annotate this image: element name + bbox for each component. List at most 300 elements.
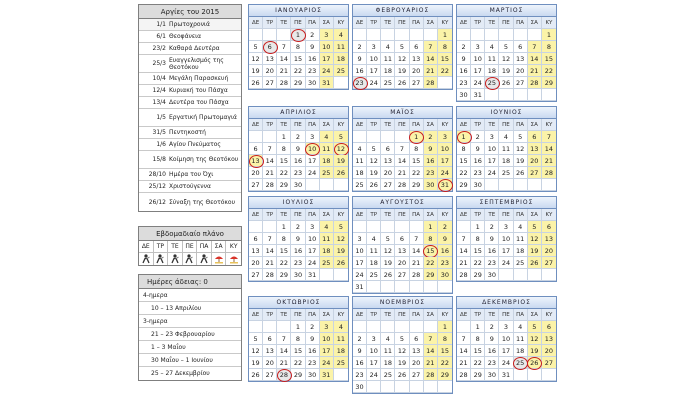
day-cell[interactable]: 19 [528,245,542,257]
day-cell[interactable]: 12 [334,233,348,245]
day-cell[interactable]: 15 [471,245,485,257]
day-cell[interactable]: 4 [353,143,367,155]
day-cell[interactable]: 24 [485,167,499,179]
day-cell[interactable]: 5 [334,221,348,233]
holiday-row[interactable] [139,19,241,31]
day-cell[interactable]: 14 [410,245,424,257]
day-cell[interactable]: 5 [499,41,513,53]
day-cell[interactable]: 3 [438,131,452,143]
leisure-icon[interactable] [212,253,227,265]
day-cell[interactable]: 9 [485,233,499,245]
worker-icon[interactable] [168,253,183,265]
day-cell[interactable]: 25 [320,167,334,179]
day-cell[interactable]: 11 [334,333,348,345]
day-cell[interactable]: 20 [542,245,556,257]
day-cell[interactable]: 4 [334,29,348,41]
leave-period[interactable]: 1 – 3 Μαΐου [139,341,241,354]
day-cell[interactable]: 17 [320,53,334,65]
day-cell[interactable]: 25 [499,167,513,179]
day-cell[interactable]: 7 [424,41,438,53]
day-cell[interactable]: 24 [320,357,334,369]
holiday-row[interactable] [139,151,241,169]
day-cell[interactable]: 6 [542,221,556,233]
day-cell[interactable]: 3 [353,233,367,245]
day-cell[interactable]: 4 [334,321,348,333]
day-cell[interactable]: 19 [367,167,381,179]
worker-icon[interactable] [183,253,198,265]
day-cell[interactable]: 6 [410,333,424,345]
day-cell[interactable]: 22 [438,357,452,369]
day-cell[interactable]: 1 [438,29,452,41]
day-cell[interactable]: 4 [485,41,499,53]
day-cell[interactable]: 13 [542,233,556,245]
day-cell[interactable]: 16 [457,65,471,77]
day-cell[interactable]: 7 [457,233,471,245]
day-cell[interactable]: 20 [395,257,409,269]
day-cell[interactable]: 26 [381,269,395,281]
leave-category[interactable]: 3-ημερα [139,315,241,328]
day-cell[interactable]: 1 [471,221,485,233]
day-cell[interactable]: 18 [334,345,348,357]
day-cell[interactable]: 9 [353,345,367,357]
day-cell[interactable]: 24 [353,269,367,281]
day-cell[interactable]: 1 [410,131,424,143]
day-cell[interactable]: 17 [499,345,513,357]
day-cell[interactable]: 11 [320,233,334,245]
day-cell[interactable]: 27 [249,179,263,191]
day-cell[interactable]: 27 [381,179,395,191]
day-cell[interactable]: 20 [410,65,424,77]
day-cell[interactable]: 23 [424,167,438,179]
day-cell[interactable]: 14 [395,155,409,167]
day-cell[interactable]: 29 [471,269,485,281]
day-cell[interactable]: 12 [395,53,409,65]
day-cell[interactable]: 16 [471,155,485,167]
day-cell[interactable]: 10 [499,233,513,245]
day-cell[interactable]: 28 [542,167,556,179]
day-cell[interactable]: 24 [499,257,513,269]
day-cell[interactable]: 6 [263,41,277,53]
day-cell[interactable]: 27 [528,167,542,179]
leave-category[interactable]: 4-ημερα [139,289,241,302]
day-cell[interactable]: 2 [424,131,438,143]
day-cell[interactable]: 25 [381,369,395,381]
day-cell[interactable]: 21 [263,167,277,179]
day-cell[interactable]: 25 [334,65,348,77]
day-cell[interactable]: 2 [291,221,305,233]
day-cell[interactable]: 17 [320,345,334,357]
day-cell[interactable]: 8 [471,333,485,345]
day-cell[interactable]: 13 [263,53,277,65]
day-cell[interactable]: 20 [263,357,277,369]
day-cell[interactable]: 11 [353,155,367,167]
day-cell[interactable]: 12 [395,345,409,357]
day-cell[interactable]: 5 [514,131,528,143]
day-cell[interactable]: 29 [457,179,471,191]
day-cell[interactable]: 21 [542,155,556,167]
day-cell[interactable]: 1 [438,321,452,333]
day-cell[interactable]: 21 [424,65,438,77]
day-cell[interactable]: 2 [353,41,367,53]
day-cell[interactable]: 15 [471,345,485,357]
day-cell[interactable]: 28 [424,77,438,89]
day-cell[interactable]: 13 [542,333,556,345]
day-cell[interactable]: 29 [277,269,291,281]
day-cell[interactable]: 17 [367,65,381,77]
holiday-row[interactable] [139,109,241,127]
leisure-icon[interactable] [226,253,241,265]
day-cell[interactable]: 23 [485,357,499,369]
day-cell[interactable]: 1 [277,221,291,233]
day-cell[interactable]: 7 [263,233,277,245]
day-cell[interactable]: 4 [320,221,334,233]
day-cell[interactable]: 31 [438,179,452,191]
day-cell[interactable]: 30 [485,269,499,281]
day-cell[interactable]: 21 [277,357,291,369]
day-cell[interactable]: 3 [367,41,381,53]
day-cell[interactable]: 16 [353,65,367,77]
day-cell[interactable]: 14 [424,53,438,65]
day-cell[interactable]: 18 [334,53,348,65]
day-cell[interactable]: 29 [438,369,452,381]
day-cell[interactable]: 16 [438,245,452,257]
day-cell[interactable]: 20 [249,167,263,179]
day-cell[interactable]: 26 [249,77,263,89]
day-cell[interactable]: 15 [291,345,305,357]
day-cell[interactable]: 14 [277,345,291,357]
day-cell[interactable]: 2 [353,333,367,345]
day-cell[interactable]: 3 [320,29,334,41]
day-cell[interactable]: 28 [395,179,409,191]
day-cell[interactable]: 9 [485,333,499,345]
day-cell[interactable]: 17 [438,155,452,167]
day-cell[interactable]: 6 [249,233,263,245]
day-cell[interactable]: 29 [291,77,305,89]
day-cell[interactable]: 23 [306,65,320,77]
day-cell[interactable]: 11 [381,53,395,65]
day-cell[interactable]: 18 [514,345,528,357]
day-cell[interactable]: 18 [485,65,499,77]
day-cell[interactable]: 22 [291,65,305,77]
day-cell[interactable]: 6 [381,143,395,155]
holiday-row[interactable] [139,139,241,151]
day-cell[interactable]: 18 [367,257,381,269]
day-cell[interactable]: 10 [485,143,499,155]
day-cell[interactable]: 21 [395,167,409,179]
day-cell[interactable]: 4 [367,233,381,245]
day-cell[interactable]: 22 [471,357,485,369]
day-cell[interactable]: 21 [263,257,277,269]
day-cell[interactable]: 19 [395,357,409,369]
day-cell[interactable]: 27 [410,369,424,381]
day-cell[interactable]: 13 [410,345,424,357]
day-cell[interactable]: 22 [457,167,471,179]
day-cell[interactable]: 2 [485,221,499,233]
day-cell[interactable]: 8 [424,233,438,245]
day-cell[interactable]: 20 [263,65,277,77]
day-cell[interactable]: 11 [485,53,499,65]
leave-period[interactable]: 10 – 13 Απριλίου [139,302,241,315]
day-cell[interactable]: 5 [528,321,542,333]
day-cell[interactable]: 16 [291,245,305,257]
day-cell[interactable]: 1 [457,131,471,143]
day-cell[interactable]: 21 [457,257,471,269]
day-cell[interactable]: 30 [457,89,471,101]
day-cell[interactable]: 18 [320,155,334,167]
day-cell[interactable]: 26 [367,179,381,191]
day-cell[interactable]: 19 [499,65,513,77]
day-cell[interactable]: 15 [424,245,438,257]
day-cell[interactable]: 26 [528,357,542,369]
day-cell[interactable]: 22 [277,257,291,269]
day-cell[interactable]: 15 [438,53,452,65]
day-cell[interactable]: 15 [457,155,471,167]
day-cell[interactable]: 2 [457,41,471,53]
day-cell[interactable]: 10 [306,233,320,245]
day-cell[interactable]: 24 [438,167,452,179]
day-cell[interactable]: 8 [542,41,556,53]
day-cell[interactable]: 21 [528,65,542,77]
day-cell[interactable]: 4 [514,321,528,333]
day-cell[interactable]: 5 [395,41,409,53]
day-cell[interactable]: 19 [334,155,348,167]
day-cell[interactable]: 20 [410,357,424,369]
day-cell[interactable]: 23 [353,77,367,89]
day-cell[interactable]: 13 [263,345,277,357]
day-cell[interactable]: 31 [320,369,334,381]
day-cell[interactable]: 20 [542,345,556,357]
day-cell[interactable]: 9 [457,53,471,65]
day-cell[interactable]: 29 [471,369,485,381]
day-cell[interactable]: 7 [457,333,471,345]
day-cell[interactable]: 7 [424,333,438,345]
leave-period[interactable]: 30 Μαΐου – 1 Ιουνίου [139,354,241,367]
day-cell[interactable]: 6 [263,333,277,345]
holiday-row[interactable] [139,97,241,109]
day-cell[interactable]: 30 [306,369,320,381]
holiday-row[interactable] [139,127,241,139]
day-cell[interactable]: 28 [410,269,424,281]
day-cell[interactable]: 8 [291,333,305,345]
day-cell[interactable]: 1 [291,29,305,41]
day-cell[interactable]: 5 [249,333,263,345]
day-cell[interactable]: 19 [395,65,409,77]
day-cell[interactable]: 27 [514,77,528,89]
day-cell[interactable]: 10 [367,345,381,357]
day-cell[interactable]: 14 [457,345,471,357]
holiday-row[interactable] [139,181,241,193]
day-cell[interactable]: 29 [410,179,424,191]
day-cell[interactable]: 3 [306,221,320,233]
holiday-row[interactable] [139,193,241,211]
day-cell[interactable]: 14 [263,155,277,167]
day-cell[interactable]: 12 [528,233,542,245]
day-cell[interactable]: 5 [367,143,381,155]
day-cell[interactable]: 22 [291,357,305,369]
day-cell[interactable]: 27 [542,257,556,269]
holiday-row[interactable] [139,73,241,85]
day-cell[interactable]: 20 [514,65,528,77]
day-cell[interactable]: 6 [395,233,409,245]
day-cell[interactable]: 2 [485,321,499,333]
day-cell[interactable]: 25 [514,357,528,369]
worker-icon[interactable] [154,253,169,265]
day-cell[interactable]: 30 [291,269,305,281]
day-cell[interactable]: 22 [424,257,438,269]
day-cell[interactable]: 5 [249,41,263,53]
day-cell[interactable]: 6 [410,41,424,53]
day-cell[interactable]: 18 [514,245,528,257]
day-cell[interactable]: 10 [367,53,381,65]
day-cell[interactable]: 27 [395,269,409,281]
day-cell[interactable]: 25 [320,257,334,269]
day-cell[interactable]: 26 [334,167,348,179]
day-cell[interactable]: 14 [528,53,542,65]
day-cell[interactable]: 11 [367,245,381,257]
day-cell[interactable]: 23 [471,167,485,179]
day-cell[interactable]: 14 [424,345,438,357]
day-cell[interactable]: 23 [291,167,305,179]
day-cell[interactable]: 23 [485,257,499,269]
day-cell[interactable]: 30 [485,369,499,381]
day-cell[interactable]: 26 [395,77,409,89]
day-cell[interactable]: 18 [499,155,513,167]
day-cell[interactable]: 17 [471,65,485,77]
day-cell[interactable]: 31 [306,269,320,281]
day-cell[interactable]: 27 [542,357,556,369]
day-cell[interactable]: 24 [306,167,320,179]
day-cell[interactable]: 15 [542,53,556,65]
day-cell[interactable]: 9 [291,233,305,245]
day-cell[interactable]: 15 [291,53,305,65]
day-cell[interactable]: 13 [381,155,395,167]
day-cell[interactable]: 12 [249,53,263,65]
day-cell[interactable]: 8 [277,233,291,245]
day-cell[interactable]: 3 [485,131,499,143]
day-cell[interactable]: 17 [367,357,381,369]
day-cell[interactable]: 1 [424,221,438,233]
day-cell[interactable]: 21 [277,65,291,77]
day-cell[interactable]: 21 [424,357,438,369]
day-cell[interactable]: 2 [291,131,305,143]
day-cell[interactable]: 22 [410,167,424,179]
day-cell[interactable]: 9 [306,41,320,53]
day-cell[interactable]: 19 [249,65,263,77]
day-cell[interactable]: 12 [499,53,513,65]
day-cell[interactable]: 30 [353,381,367,393]
day-cell[interactable]: 7 [528,41,542,53]
leave-period[interactable]: 25 – 27 Δεκεμβρίου [151,370,210,377]
day-cell[interactable]: 12 [381,245,395,257]
day-cell[interactable]: 5 [395,333,409,345]
day-cell[interactable]: 14 [542,143,556,155]
day-cell[interactable]: 28 [457,269,471,281]
day-cell[interactable]: 7 [277,333,291,345]
worker-icon[interactable] [139,253,154,265]
day-cell[interactable]: 8 [438,41,452,53]
day-cell[interactable]: 3 [320,321,334,333]
day-cell[interactable]: 23 [353,369,367,381]
day-cell[interactable]: 22 [277,167,291,179]
day-cell[interactable]: 28 [263,179,277,191]
day-cell[interactable]: 7 [277,41,291,53]
day-cell[interactable]: 8 [410,143,424,155]
day-cell[interactable]: 23 [438,257,452,269]
day-cell[interactable]: 6 [542,321,556,333]
day-cell[interactable]: 2 [471,131,485,143]
day-cell[interactable]: 3 [471,41,485,53]
day-cell[interactable]: 5 [528,221,542,233]
day-cell[interactable]: 21 [410,257,424,269]
day-cell[interactable]: 13 [249,155,263,167]
day-cell[interactable]: 19 [528,345,542,357]
day-cell[interactable]: 3 [306,131,320,143]
day-cell[interactable]: 21 [457,357,471,369]
day-cell[interactable]: 11 [499,143,513,155]
day-cell[interactable]: 24 [306,257,320,269]
day-cell[interactable]: 24 [367,369,381,381]
day-cell[interactable]: 15 [410,155,424,167]
day-cell[interactable]: 26 [514,167,528,179]
day-cell[interactable]: 8 [457,143,471,155]
day-cell[interactable]: 19 [514,155,528,167]
day-cell[interactable]: 31 [499,369,513,381]
day-cell[interactable]: 26 [528,257,542,269]
day-cell[interactable]: 25 [381,77,395,89]
day-cell[interactable]: 22 [438,65,452,77]
day-cell[interactable]: 30 [471,179,485,191]
day-cell[interactable]: 27 [263,77,277,89]
day-cell[interactable]: 9 [306,333,320,345]
day-cell[interactable]: 19 [381,257,395,269]
day-cell[interactable]: 23 [457,77,471,89]
day-cell[interactable]: 9 [424,143,438,155]
day-cell[interactable]: 9 [471,143,485,155]
day-cell[interactable]: 7 [395,143,409,155]
day-cell[interactable]: 24 [471,77,485,89]
day-cell[interactable]: 8 [438,333,452,345]
day-cell[interactable]: 7 [542,131,556,143]
holiday-row[interactable] [139,31,241,43]
day-cell[interactable]: 7 [263,143,277,155]
day-cell[interactable]: 13 [395,245,409,257]
day-cell[interactable]: 10 [306,143,320,155]
day-cell[interactable]: 13 [528,143,542,155]
day-cell[interactable]: 2 [438,221,452,233]
day-cell[interactable]: 10 [438,143,452,155]
day-cell[interactable]: 13 [249,245,263,257]
holiday-row[interactable] [139,43,241,55]
day-cell[interactable]: 28 [528,77,542,89]
day-cell[interactable]: 18 [381,357,395,369]
day-cell[interactable]: 12 [514,143,528,155]
day-cell[interactable]: 16 [485,245,499,257]
day-cell[interactable]: 31 [320,77,334,89]
day-cell[interactable]: 22 [471,257,485,269]
day-cell[interactable]: 3 [499,221,513,233]
day-cell[interactable]: 24 [320,65,334,77]
day-cell[interactable]: 14 [263,245,277,257]
day-cell[interactable]: 11 [514,233,528,245]
day-cell[interactable]: 13 [514,53,528,65]
day-cell[interactable]: 1 [277,131,291,143]
day-cell[interactable]: 8 [291,41,305,53]
day-cell[interactable]: 30 [291,179,305,191]
day-cell[interactable]: 14 [457,245,471,257]
day-cell[interactable]: 16 [306,345,320,357]
holiday-row[interactable] [139,85,241,97]
day-cell[interactable]: 25 [485,77,499,89]
